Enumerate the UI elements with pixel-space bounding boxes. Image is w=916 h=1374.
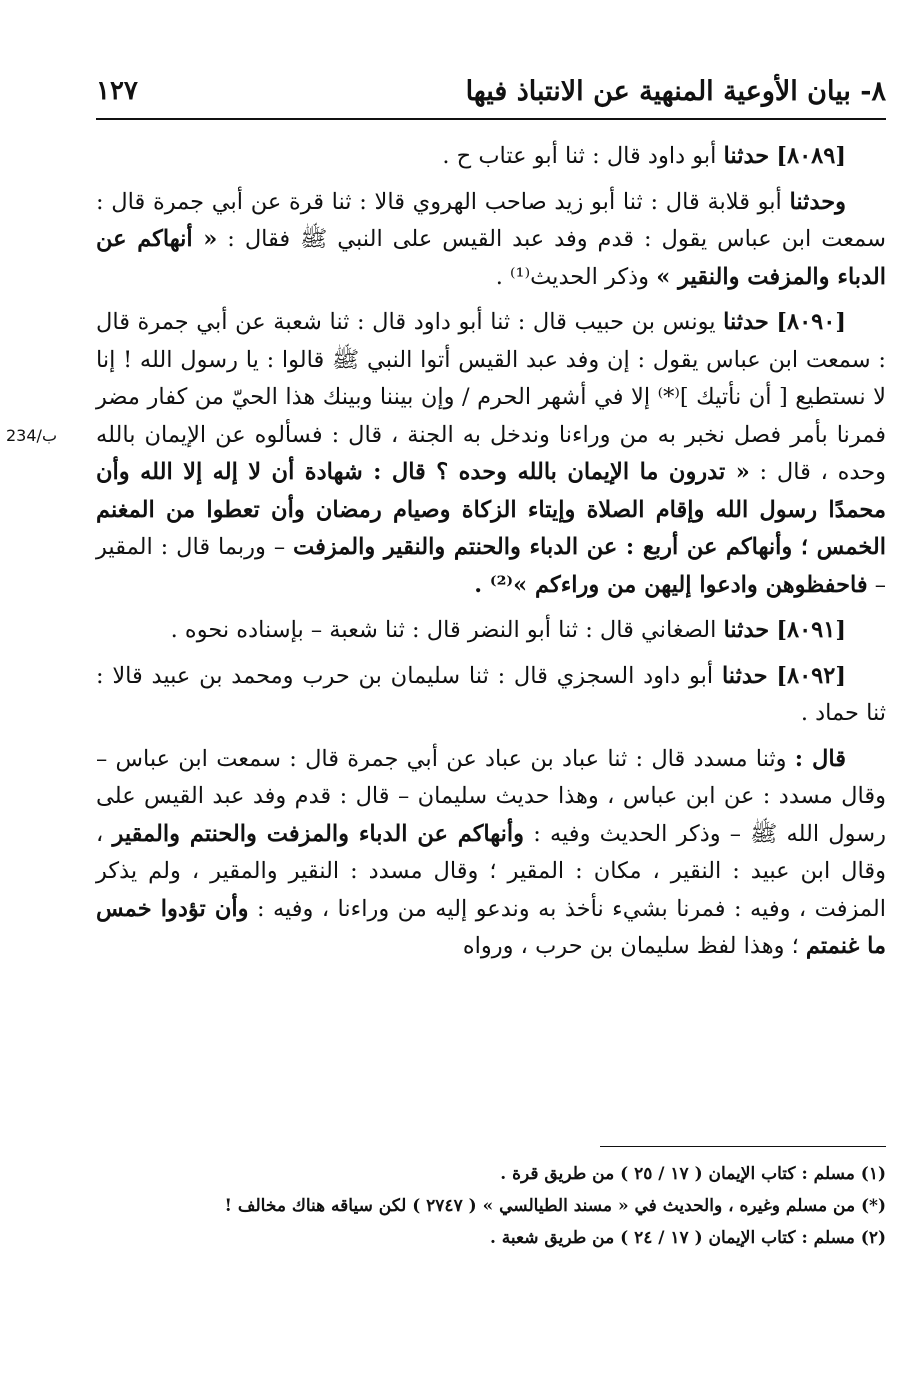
- hadith-number: [٨٠٩١]: [776, 617, 846, 643]
- hadith-number: [٨٠٨٩]: [776, 143, 846, 169]
- footnote-1: (١) مسلم : كتاب الإيمان ( ١٧ / ٢٥ ) من طريق قرة .: [500, 1164, 886, 1184]
- hadith-8092-chain: [96, 741, 886, 966]
- narration-text: وثنا مسدد قال : ثنا عباد بن عباد عن أبي جمرة قال : سمعت ابن عباس – وقال مسدد : عن ابن عباس ، وهذا حديث سليمان – قال : قدم وفد عبد القيس على رسول الله ﷺ – وذكر الحديث وفيه :: [96, 745, 887, 847]
- prophetic-saying-end: فاحفظوهن وادعوا إليهن من وراءكم »⁽²⁾ .: [474, 571, 868, 598]
- page-number: ١٢٧: [96, 76, 138, 106]
- narration-aside: – وربما قال : المقير –: [96, 534, 886, 598]
- narration-text: أبو داود السجزي قال : ثنا سليمان بن حرب ومحمد بن عبيد قالا : ثنا حماد .: [96, 662, 886, 726]
- narration-lead: قال :: [794, 745, 846, 772]
- narration-text: الصغاني قال : ثنا أبو النضر قال : ثنا شعبة – بإسناده نحوه .: [170, 617, 717, 643]
- narration-lead: وحدثنا: [789, 188, 846, 215]
- footnote-star: (*) من مسلم وغيره ، والحديث في « مسند الطيالسي » ( ٢٧٤٧ ) لكن سياقه هناك مخالف !: [224, 1196, 886, 1216]
- hadith-8089-chain: [96, 184, 886, 297]
- narration-tail-2: ؛ وهذا لفظ سليمان بن حرب ، ورواه: [462, 933, 799, 959]
- prophetic-saying-2: وأن تؤدوا خمس ما غنمتم: [96, 895, 886, 959]
- footnote-separator: [600, 1146, 886, 1147]
- hadith-8089: [96, 138, 886, 176]
- prophetic-saying: وأنهاكم عن الدباء والمزفت والحنتم والمقير: [112, 820, 525, 847]
- narration-tail: ، وقال ابن عبيد : النقير ، مكان : المقير ؛ وقال مسدد : النقير والمقير ، ولم يذكر المزفت ، وفيه : فمرنا بشيء نأخذ به وندعو إليه من وراءنا ، وفيه :: [96, 820, 886, 922]
- narration-lead: حدثنا: [723, 309, 769, 335]
- footnotes: [96, 1158, 886, 1254]
- narration-text: أبو قلابة قال : ثنا أبو زيد صاحب الهروي قالا : ثنا قرة عن أبي جمرة قال : سمعت ابن عباس يقول : قدم وفد عبد القيس على النبي ﷺ فقال :: [96, 188, 887, 252]
- footnote-2: (٢) مسلم : كتاب الإيمان ( ١٧ / ٢٤ ) من طريق شعبة .: [489, 1228, 886, 1248]
- narration-lead: حدثنا: [721, 662, 768, 689]
- hadith-8091: [96, 612, 886, 650]
- manuscript-folio-note: 234/ب: [6, 426, 57, 445]
- hadith-8090: [96, 304, 886, 604]
- narration-text: أبو داود قال : ثنا أبو عتاب ح .: [442, 143, 717, 169]
- hadith-number: [٨٠٩٠]: [776, 309, 847, 335]
- narration-text: يونس بن حبيب قال : ثنا أبو داود قال : ثنا شعبة عن أبي جمرة قال : سمعت ابن عباس يقول : إن وفد عبد القيس أتوا النبي ﷺ قالوا : يا رسول الله ! إنا لا نستطيع [ أن نأتيك ]⁽*⁾ إلا في أشهر الحرم / وإن بيننا وبينك هذا الحيّ من كفار مضر فمرنا بأمر فصل نخبر به من وراءنا وندخل به الجنة ، قال : فسألوه عن الإيمان بالله وحده ، قال :: [96, 309, 886, 485]
- narration-lead: حدثنا: [723, 143, 770, 169]
- narration-tail: وذكر الحديث⁽¹⁾ .: [495, 263, 650, 290]
- main-text: [96, 138, 886, 974]
- hadith-number: [٨٠٩٢]: [776, 662, 847, 689]
- prophetic-saying: « أنهاكم عن الدباء والمزفت والنقير »: [96, 226, 886, 290]
- chapter-title: ٨- بيان الأوعية المنهية عن الانتباذ فيها: [465, 75, 886, 107]
- hadith-8092: [96, 658, 886, 733]
- narration-lead: حدثنا: [723, 617, 770, 643]
- running-header: [96, 64, 886, 120]
- prophetic-saying: « تدرون ما الإيمان بالله وحده ؟ قال : شهادة أن لا إله إلا الله وأن محمدًا رسول الله وإقام الصلاة وإيتاء الزكاة وصيام رمضان وأن تعطوا من المغنم الخمس ؛ وأنهاكم عن أربع : عن الدباء والحنتم والنقير والمزفت: [96, 459, 886, 560]
